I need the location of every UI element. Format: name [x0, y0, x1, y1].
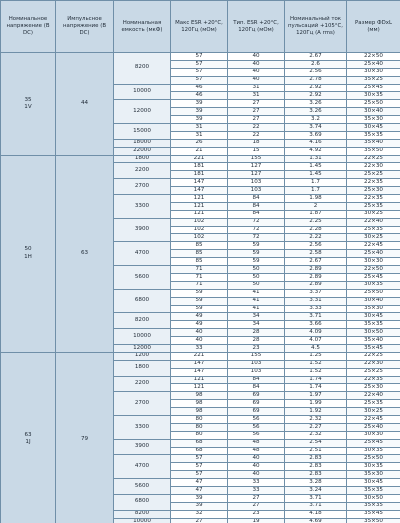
capacitance-cell: 10000	[114, 329, 171, 345]
size-cell: 25×50	[347, 100, 400, 108]
capacitance-cell: 8200	[114, 53, 171, 85]
ripple-cell: 2.92	[285, 92, 347, 100]
size-cell: 35×25	[347, 76, 400, 84]
max-esr-cell: 46	[171, 84, 228, 92]
max-esr-cell: 71	[171, 281, 228, 289]
size-cell: 22×35	[347, 195, 400, 203]
ripple-cell: 2.25	[285, 218, 347, 226]
capacitance-cell: 2200	[114, 376, 171, 392]
capacitance-cell: 12000	[114, 344, 171, 352]
max-esr-cell: 147	[171, 179, 228, 187]
ripple-cell: 3.26	[285, 100, 347, 108]
typ-esr-cell: 40	[228, 76, 285, 84]
capacitance-cell: 3300	[114, 195, 171, 219]
typ-esr-cell: 127	[228, 171, 285, 179]
ripple-cell: 2.27	[285, 423, 347, 431]
typ-esr-cell: 15	[228, 147, 285, 155]
size-cell: 30×50	[347, 329, 400, 337]
capacitance-cell: 12000	[114, 100, 171, 124]
capacitance-cell: 2200	[114, 163, 171, 179]
voltage-cell	[1, 155, 56, 352]
typ-esr-cell: 23	[228, 510, 285, 518]
typ-esr-cell: 34	[228, 313, 285, 321]
max-esr-cell: 46	[171, 92, 228, 100]
header-surge: Импульсное напряжение (В DC)	[56, 1, 114, 53]
size-cell: 35×50	[347, 518, 400, 523]
max-esr-cell: 47	[171, 486, 228, 494]
size-cell: 30×35	[347, 463, 400, 471]
size-cell: 22×45	[347, 242, 400, 250]
size-cell: 22×25	[347, 352, 400, 360]
table-row	[1, 155, 400, 163]
capacitance-cell: 10000	[114, 84, 171, 100]
typ-esr-cell: 103	[228, 368, 285, 376]
ripple-cell: 4.69	[285, 518, 347, 523]
max-esr-cell: 57	[171, 463, 228, 471]
max-esr-cell: 39	[171, 108, 228, 116]
typ-esr-cell: 69	[228, 408, 285, 416]
ripple-cell: 4.07	[285, 337, 347, 345]
max-esr-cell: 39	[171, 100, 228, 108]
size-cell: 35×45	[347, 510, 400, 518]
size-cell: 25×45	[347, 273, 400, 281]
typ-esr-cell: 40	[228, 53, 285, 61]
ripple-cell: 2.28	[285, 226, 347, 234]
ripple-cell: 1.74	[285, 384, 347, 392]
max-esr-cell: 80	[171, 423, 228, 431]
size-cell: 25×30	[347, 187, 400, 195]
ripple-cell: 2.67	[285, 53, 347, 61]
size-cell: 22×50	[347, 53, 400, 61]
size-cell: 25×40	[347, 423, 400, 431]
table-row	[1, 352, 400, 360]
ripple-cell: 2.22	[285, 234, 347, 242]
max-esr-cell: 71	[171, 273, 228, 281]
size-cell: 35×40	[347, 337, 400, 345]
typ-esr-cell: 50	[228, 273, 285, 281]
voltage-code: 1V	[24, 103, 32, 110]
size-cell: 22×50	[347, 266, 400, 274]
size-cell: 35×35	[347, 486, 400, 494]
max-esr-cell: 121	[171, 202, 228, 210]
capacitance-cell: 4700	[114, 455, 171, 479]
ripple-cell: 4.92	[285, 147, 347, 155]
size-cell: 30×25	[347, 210, 400, 218]
table-body	[1, 53, 400, 523]
size-cell: 35×30	[347, 305, 400, 313]
typ-esr-cell: 84	[228, 376, 285, 384]
max-esr-cell: 102	[171, 234, 228, 242]
typ-esr-cell: 56	[228, 415, 285, 423]
ripple-cell: 1.52	[285, 368, 347, 376]
typ-esr-cell: 59	[228, 242, 285, 250]
max-esr-cell: 57	[171, 76, 228, 84]
header-ripple: Номинальный ток пульсаций +105°C, 120Гц (A rms)	[285, 1, 347, 53]
ripple-cell: 1.52	[285, 360, 347, 368]
ripple-cell: 2.54	[285, 439, 347, 447]
typ-esr-cell: 72	[228, 226, 285, 234]
capacitance-cell: 18000	[114, 139, 171, 147]
max-esr-cell: 147	[171, 368, 228, 376]
ripple-cell: 1.97	[285, 392, 347, 400]
typ-esr-cell: 19	[228, 518, 285, 523]
size-cell: 35×30	[347, 471, 400, 479]
typ-esr-cell: 155	[228, 352, 285, 360]
capacitance-cell: 4700	[114, 242, 171, 266]
capacitance-cell: 3300	[114, 415, 171, 439]
ripple-cell: 1.92	[285, 408, 347, 416]
capacitance-cell: 10000	[114, 518, 171, 523]
max-esr-cell: 85	[171, 258, 228, 266]
size-cell: 30×35	[347, 447, 400, 455]
size-cell: 35×35	[347, 502, 400, 510]
capacitance-cell: 3900	[114, 439, 171, 455]
size-cell: 25×35	[347, 226, 400, 234]
ripple-cell: 1.31	[285, 155, 347, 163]
max-esr-cell: 39	[171, 494, 228, 502]
capacitance-cell: 3900	[114, 218, 171, 242]
max-esr-cell: 102	[171, 218, 228, 226]
capacitance-cell: 1800	[114, 360, 171, 376]
typ-esr-cell: 50	[228, 281, 285, 289]
capacitance-cell: 5600	[114, 479, 171, 495]
max-esr-cell: 85	[171, 242, 228, 250]
typ-esr-cell: 56	[228, 431, 285, 439]
voltage-value: 63	[24, 431, 32, 438]
typ-esr-cell: 23	[228, 344, 285, 352]
size-cell: 30×35	[347, 92, 400, 100]
ripple-cell: 1.45	[285, 163, 347, 171]
ripple-cell: 3.37	[285, 289, 347, 297]
voltage-code: 1H	[24, 253, 32, 260]
typ-esr-cell: 48	[228, 439, 285, 447]
ripple-cell: 2.56	[285, 242, 347, 250]
ripple-cell: 3.2	[285, 116, 347, 124]
size-cell: 22×30	[347, 360, 400, 368]
capacitance-cell: 2700	[114, 392, 171, 416]
max-esr-cell: 57	[171, 455, 228, 463]
max-esr-cell: 121	[171, 195, 228, 203]
max-esr-cell: 221	[171, 155, 228, 163]
size-cell: 35×35	[347, 131, 400, 139]
header-max-esr: Макс ESR +20°C, 120Гц (мОм)	[171, 1, 228, 53]
size-cell: 25×50	[347, 455, 400, 463]
max-esr-cell: 27	[171, 518, 228, 523]
ripple-cell: 1.7	[285, 179, 347, 187]
ripple-cell: 3.69	[285, 131, 347, 139]
max-esr-cell: 80	[171, 431, 228, 439]
size-cell: 22×35	[347, 179, 400, 187]
max-esr-cell: 59	[171, 297, 228, 305]
typ-esr-cell: 40	[228, 68, 285, 76]
header-voltage: Номинальное напряжение (В DC)	[1, 1, 56, 53]
max-esr-cell: 47	[171, 479, 228, 487]
ripple-cell: 4.18	[285, 510, 347, 518]
ripple-cell: 1.25	[285, 352, 347, 360]
ripple-cell: 3.33	[285, 305, 347, 313]
ripple-cell: 1.87	[285, 210, 347, 218]
typ-esr-cell: 40	[228, 463, 285, 471]
ripple-cell: 2.89	[285, 273, 347, 281]
capacitance-cell: 1800	[114, 155, 171, 163]
typ-esr-cell: 40	[228, 455, 285, 463]
max-esr-cell: 68	[171, 439, 228, 447]
typ-esr-cell: 50	[228, 266, 285, 274]
size-cell: 30×45	[347, 479, 400, 487]
typ-esr-cell: 84	[228, 202, 285, 210]
capacitance-cell: 15000	[114, 124, 171, 140]
typ-esr-cell: 28	[228, 329, 285, 337]
max-esr-cell: 221	[171, 352, 228, 360]
max-esr-cell: 121	[171, 210, 228, 218]
size-cell: 25×40	[347, 250, 400, 258]
typ-esr-cell: 22	[228, 124, 285, 132]
size-cell: 22×40	[347, 392, 400, 400]
voltage-cell	[1, 53, 56, 156]
typ-esr-cell: 103	[228, 179, 285, 187]
max-esr-cell: 59	[171, 305, 228, 313]
ripple-cell: 1.99	[285, 400, 347, 408]
capacitance-cell: 6800	[114, 289, 171, 313]
size-cell: 22×45	[347, 415, 400, 423]
ripple-cell: 2.32	[285, 415, 347, 423]
max-esr-cell: 39	[171, 116, 228, 124]
ripple-cell: 2.83	[285, 463, 347, 471]
max-esr-cell: 49	[171, 321, 228, 329]
typ-esr-cell: 33	[228, 486, 285, 494]
ripple-cell: 2.32	[285, 431, 347, 439]
size-cell: 25×35	[347, 400, 400, 408]
typ-esr-cell: 72	[228, 218, 285, 226]
header-capacitance: Номинальная емкость (мкФ)	[114, 1, 171, 53]
max-esr-cell: 147	[171, 187, 228, 195]
typ-esr-cell: 59	[228, 258, 285, 266]
ripple-cell: 2.56	[285, 68, 347, 76]
size-cell: 30×30	[347, 431, 400, 439]
header-size: Размер ФDxL (мм)	[347, 1, 400, 53]
typ-esr-cell: 41	[228, 297, 285, 305]
max-esr-cell: 21	[171, 147, 228, 155]
typ-esr-cell: 27	[228, 502, 285, 510]
typ-esr-cell: 127	[228, 163, 285, 171]
ripple-cell: 1.7	[285, 187, 347, 195]
capacitance-cell: 8200	[114, 510, 171, 518]
typ-esr-cell: 41	[228, 289, 285, 297]
size-cell: 35×30	[347, 116, 400, 124]
ripple-cell: 3.71	[285, 502, 347, 510]
size-cell: 30×50	[347, 494, 400, 502]
max-esr-cell: 68	[171, 447, 228, 455]
ripple-cell: 3.66	[285, 321, 347, 329]
header-row	[1, 1, 400, 53]
size-cell: 30×45	[347, 313, 400, 321]
max-esr-cell: 49	[171, 313, 228, 321]
size-cell: 25×40	[347, 60, 400, 68]
max-esr-cell: 147	[171, 360, 228, 368]
typ-esr-cell: 33	[228, 479, 285, 487]
surge-voltage-cell: 79	[56, 352, 114, 523]
size-cell: 35×35	[347, 321, 400, 329]
size-cell: 30×40	[347, 297, 400, 305]
voltage-value: 50	[24, 246, 32, 253]
ripple-cell: 1.45	[285, 171, 347, 179]
size-cell: 30×30	[347, 68, 400, 76]
max-esr-cell: 80	[171, 415, 228, 423]
size-cell: 35×45	[347, 344, 400, 352]
max-esr-cell: 57	[171, 53, 228, 61]
max-esr-cell: 39	[171, 502, 228, 510]
size-cell: 30×45	[347, 124, 400, 132]
typ-esr-cell: 56	[228, 423, 285, 431]
size-cell: 30×25	[347, 408, 400, 416]
max-esr-cell: 121	[171, 376, 228, 384]
ripple-cell: 2.89	[285, 281, 347, 289]
max-esr-cell: 32	[171, 510, 228, 518]
size-cell: 30×25	[347, 234, 400, 242]
max-esr-cell: 57	[171, 68, 228, 76]
size-cell: 25×50	[347, 289, 400, 297]
typ-esr-cell: 84	[228, 195, 285, 203]
max-esr-cell: 71	[171, 266, 228, 274]
typ-esr-cell: 84	[228, 210, 285, 218]
surge-voltage-cell: 44	[56, 53, 114, 156]
typ-esr-cell: 27	[228, 100, 285, 108]
size-cell: 25×35	[347, 202, 400, 210]
typ-esr-cell: 22	[228, 131, 285, 139]
max-esr-cell: 40	[171, 337, 228, 345]
ripple-cell: 4.16	[285, 139, 347, 147]
typ-esr-cell: 31	[228, 92, 285, 100]
ripple-cell: 3.71	[285, 313, 347, 321]
max-esr-cell: 181	[171, 171, 228, 179]
capacitance-cell: 2700	[114, 179, 171, 195]
max-esr-cell: 57	[171, 471, 228, 479]
capacitance-cell: 22000	[114, 147, 171, 155]
typ-esr-cell: 40	[228, 60, 285, 68]
size-cell: 25×30	[347, 384, 400, 392]
typ-esr-cell: 48	[228, 447, 285, 455]
capacitance-cell: 8200	[114, 313, 171, 329]
ripple-cell: 2.58	[285, 250, 347, 258]
ripple-cell: 3.31	[285, 297, 347, 305]
typ-esr-cell: 84	[228, 384, 285, 392]
typ-esr-cell: 72	[228, 234, 285, 242]
ripple-cell: 3.71	[285, 494, 347, 502]
ripple-cell: 2.6	[285, 60, 347, 68]
max-esr-cell: 33	[171, 344, 228, 352]
typ-esr-cell: 59	[228, 250, 285, 258]
max-esr-cell: 31	[171, 131, 228, 139]
ripple-cell: 1.74	[285, 376, 347, 384]
typ-esr-cell: 27	[228, 108, 285, 116]
size-cell: 22×35	[347, 376, 400, 384]
ripple-cell: 3.74	[285, 124, 347, 132]
max-esr-cell: 98	[171, 392, 228, 400]
ripple-cell: 2	[285, 202, 347, 210]
max-esr-cell: 102	[171, 226, 228, 234]
max-esr-cell: 98	[171, 400, 228, 408]
ripple-cell: 2.67	[285, 258, 347, 266]
max-esr-cell: 121	[171, 384, 228, 392]
max-esr-cell: 31	[171, 124, 228, 132]
typ-esr-cell: 69	[228, 392, 285, 400]
ripple-cell: 2.51	[285, 447, 347, 455]
ripple-cell: 3.28	[285, 479, 347, 487]
header-typ-esr: Тип. ESR +20°C, 120Гц (мОм)	[228, 1, 285, 53]
capacitance-cell: 5600	[114, 266, 171, 290]
size-cell: 22×30	[347, 163, 400, 171]
voltage-cell	[1, 352, 56, 523]
typ-esr-cell: 31	[228, 84, 285, 92]
max-esr-cell: 40	[171, 329, 228, 337]
typ-esr-cell: 69	[228, 400, 285, 408]
typ-esr-cell: 41	[228, 305, 285, 313]
size-cell: 25×25	[347, 368, 400, 376]
max-esr-cell: 98	[171, 408, 228, 416]
voltage-code: 1J	[25, 439, 31, 446]
size-cell: 22×40	[347, 218, 400, 226]
surge-voltage-cell: 63	[56, 155, 114, 352]
max-esr-cell: 57	[171, 60, 228, 68]
ripple-cell: 2.83	[285, 471, 347, 479]
size-cell: 22×25	[347, 155, 400, 163]
typ-esr-cell: 18	[228, 139, 285, 147]
ripple-cell: 2.78	[285, 76, 347, 84]
ripple-cell: 4.5	[285, 344, 347, 352]
max-esr-cell: 85	[171, 250, 228, 258]
max-esr-cell: 181	[171, 163, 228, 171]
typ-esr-cell: 27	[228, 494, 285, 502]
voltage-value: 35	[24, 96, 32, 103]
typ-esr-cell: 103	[228, 187, 285, 195]
ripple-cell: 2.89	[285, 266, 347, 274]
size-cell: 25×45	[347, 439, 400, 447]
max-esr-cell: 59	[171, 289, 228, 297]
typ-esr-cell: 27	[228, 116, 285, 124]
max-esr-cell: 26	[171, 139, 228, 147]
capacitance-cell: 1200	[114, 352, 171, 360]
size-cell: 30×40	[347, 108, 400, 116]
typ-esr-cell: 34	[228, 321, 285, 329]
size-cell: 25×45	[347, 84, 400, 92]
size-cell: 35×40	[347, 139, 400, 147]
size-cell: 30×30	[347, 258, 400, 266]
size-cell: 25×25	[347, 171, 400, 179]
typ-esr-cell: 28	[228, 337, 285, 345]
typ-esr-cell: 40	[228, 471, 285, 479]
ripple-cell: 3.24	[285, 486, 347, 494]
size-cell: 35×50	[347, 147, 400, 155]
table-row	[1, 53, 400, 61]
ripple-cell: 4.09	[285, 329, 347, 337]
ripple-cell: 2.92	[285, 84, 347, 92]
ripple-cell: 3.26	[285, 108, 347, 116]
capacitance-cell: 6800	[114, 494, 171, 510]
typ-esr-cell: 155	[228, 155, 285, 163]
typ-esr-cell: 103	[228, 360, 285, 368]
ripple-cell: 1.98	[285, 195, 347, 203]
size-cell: 30×35	[347, 281, 400, 289]
ripple-cell: 2.83	[285, 455, 347, 463]
